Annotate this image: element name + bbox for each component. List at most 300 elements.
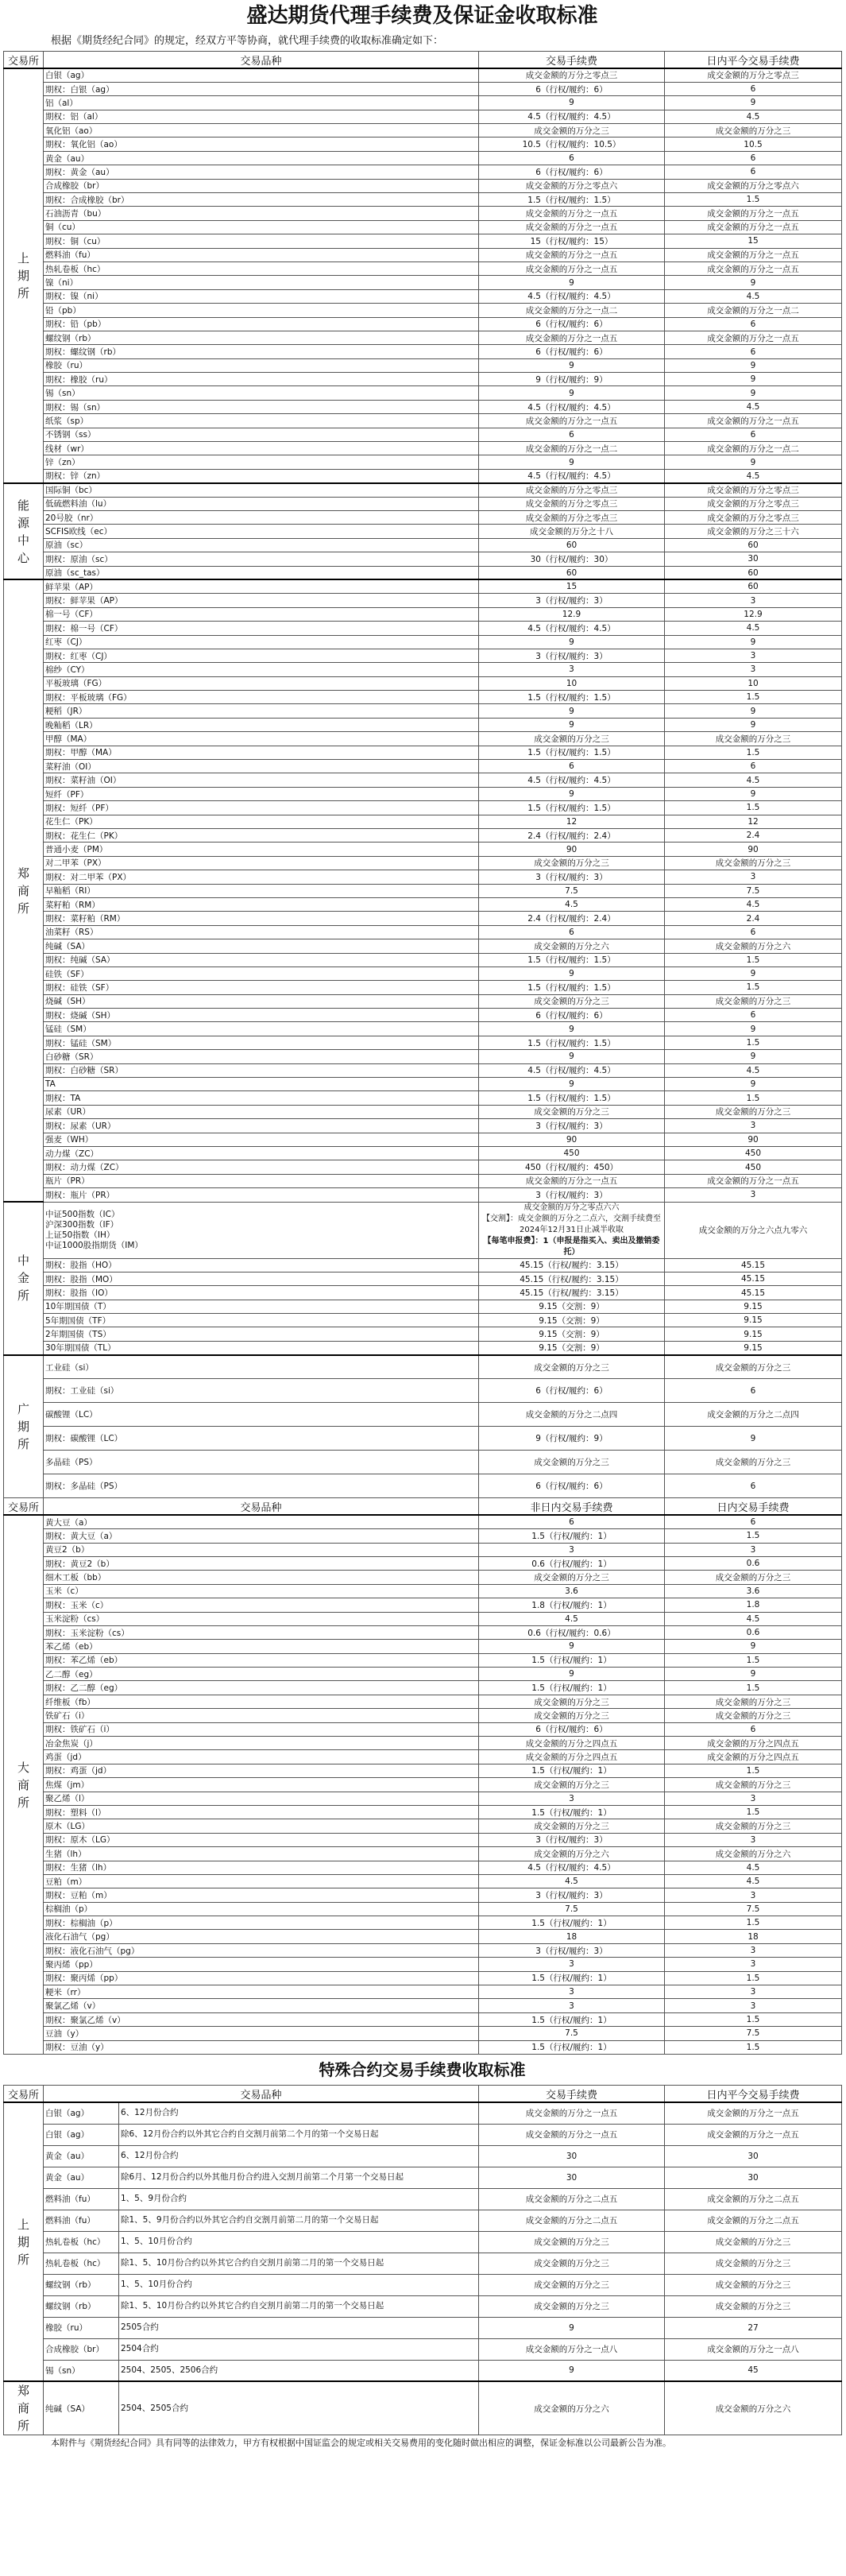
fee-cell: 1.5（行权/履约：1.5）: [479, 1036, 665, 1049]
exchange-cell: 能源中心: [4, 483, 44, 580]
variety-cell: 期权：棕榈油（p）: [44, 1916, 479, 1930]
intraday-cell: 3: [665, 1985, 842, 1999]
intraday-cell: 3: [665, 1792, 842, 1805]
variety-cell: 期权：碳酸锂（LC）: [44, 1427, 479, 1451]
variety-cell: TA: [44, 1078, 479, 1091]
variety-cell: 期权：股指（HO）: [44, 1258, 479, 1272]
fee-cell: 成交金额的万分之零点三: [479, 483, 665, 497]
variety-cell: 期权：菜籽粕（RM）: [44, 912, 479, 925]
fee-cell: 成交金额的万分之一点五: [479, 261, 665, 275]
intraday-cell: 3: [665, 1943, 842, 1957]
variety-cell: 热轧卷板（hc）: [44, 261, 479, 275]
variety-cell: 期权：铁矿石（i）: [44, 1722, 479, 1736]
table-row: [4, 428, 842, 441]
fee-cell: 9.15（交割：9）: [479, 1341, 665, 1354]
variety-cell: 20号胶（nr）: [44, 511, 479, 525]
contract-cell: 除1、5、10月份合约以外其它合约自交割月前第二月的第一个交易日起: [119, 2295, 479, 2317]
fee-cell: 9: [479, 2360, 665, 2381]
table-row: [4, 1695, 842, 1708]
fee-cell: 成交金额的万分之三: [479, 2295, 665, 2317]
fee-cell: 成交金额的万分之三: [479, 2253, 665, 2274]
intraday-cell: 成交金额的万分之一点五: [665, 261, 842, 275]
variety-cell: 期权：菜籽油（OI）: [44, 773, 479, 787]
table-row: [4, 455, 842, 469]
table-row: [4, 538, 842, 552]
table-row: [4, 2210, 842, 2231]
intraday-cell: 0.6: [665, 1625, 842, 1639]
header-fee: 非日内交易手续费: [479, 1498, 665, 1516]
table-row: [4, 2102, 842, 2124]
fee-cell: 成交金额的万分之一点二: [479, 442, 665, 455]
table-row: [4, 179, 842, 192]
intraday-cell: 成交金额的万分之三: [665, 1709, 842, 1722]
variety-cell: 白银（ag）: [44, 2102, 119, 2124]
variety-cell: 聚氯乙烯（v）: [44, 1999, 479, 2012]
intraday-cell: 成交金额的万分之六: [665, 2381, 842, 2435]
table-row: [4, 1709, 842, 1722]
special-title: 特殊合约交易手续费收取标准: [319, 2060, 526, 2079]
fee-cell: 3（行权/履约：3）: [479, 1119, 665, 1133]
fee-cell: 45.15（行权/履约：3.15）: [479, 1286, 665, 1300]
intraday-cell: 18: [665, 1930, 842, 1943]
intraday-cell: 9: [665, 1022, 842, 1036]
fee-cell: 9.15（交割：9）: [479, 1300, 665, 1313]
table-row: [4, 304, 842, 317]
intraday-cell: 成交金额的万分之一点二: [665, 304, 842, 317]
variety-cell: 锌（zn）: [44, 455, 479, 469]
table-row: [4, 1778, 842, 1792]
fee-cell: 9: [479, 386, 665, 400]
intraday-cell: 27: [665, 2317, 842, 2338]
table-row: [4, 746, 842, 759]
intraday-cell: 9.15: [665, 1327, 842, 1341]
table-row: [4, 2040, 842, 2054]
table-row: [4, 207, 842, 220]
intraday-cell: 6: [665, 428, 842, 441]
variety-cell: 期权：花生仁（PK）: [44, 828, 479, 842]
variety-cell: 碳酸锂（LC）: [44, 1403, 479, 1427]
intraday-cell: 4.5: [665, 110, 842, 123]
fee-cell: 0.6（行权/履约：1）: [479, 1556, 665, 1570]
fee-cell: 45.15（行权/履约：3.15）: [479, 1272, 665, 1285]
intraday-cell: 6: [665, 925, 842, 939]
variety-cell: 对二甲苯（PX）: [44, 856, 479, 870]
table-row: [4, 2188, 842, 2210]
contract-cell: 除6月、12月份合约以外其他月份合约进入交割月前第二个月第一个交易日起: [119, 2167, 479, 2188]
table-row: [4, 1805, 842, 1819]
variety-cell: 期权：尿素（UR）: [44, 1119, 479, 1133]
table-row: [4, 497, 842, 510]
table-row: [4, 2124, 842, 2145]
header-exchange: 交易所: [4, 1498, 44, 1516]
intraday-cell: 9: [665, 1078, 842, 1091]
intraday-cell: 90: [665, 1133, 842, 1146]
intraday-cell: 1.5: [665, 981, 842, 994]
table-row: [4, 607, 842, 621]
variety-cell: 燃料油（fu）: [44, 2210, 119, 2231]
index-variety: 中证1000股指期货（IM）: [45, 1240, 143, 1250]
table-row: [4, 1971, 842, 1985]
intraday-cell: 9: [665, 1050, 842, 1063]
fee-cell: 成交金额的万分之一点五: [479, 248, 665, 261]
fee-cell: 7.5: [479, 1902, 665, 1916]
fee-cell: 6（行权/履约：6）: [479, 317, 665, 331]
intraday-cell: 成交金额的万分之三: [665, 1778, 842, 1792]
variety-cell: 菜籽油（OI）: [44, 760, 479, 773]
intraday-cell: 3: [665, 594, 842, 607]
fee-cell: 3: [479, 1999, 665, 2012]
variety-cell: 国际铜（bc）: [44, 483, 479, 497]
variety-cell: 期权：苯乙烯（eb）: [44, 1653, 479, 1667]
fee-cell: 3: [479, 1792, 665, 1805]
intraday-cell: 成交金额的万分之零点三: [665, 483, 842, 497]
exchange-cell: 上期所: [4, 68, 44, 483]
exchange-cell: 广期所: [4, 1355, 44, 1498]
variety-cell: 镍（ni）: [44, 276, 479, 289]
variety-cell: 期权：股指（MO）: [44, 1272, 479, 1285]
intraday-cell: 6: [665, 317, 842, 331]
variety-cell: 短纤（PF）: [44, 787, 479, 800]
intraday-cell: 1.5: [665, 1091, 842, 1105]
variety-cell: 鲜苹果（AP）: [44, 579, 479, 593]
variety-cell: 硅铁（SF）: [44, 966, 479, 980]
variety-cell: 期权：生猪（lh）: [44, 1861, 479, 1874]
intraday-cell: 1.5: [665, 801, 842, 815]
header-exchange: 交易所: [4, 2086, 44, 2103]
fee-cell: 0.6（行权/履约：0.6）: [479, 1625, 665, 1639]
variety-cell: 晚籼稻（LR）: [44, 718, 479, 731]
table-row: [4, 953, 842, 966]
intraday-cell: 30: [665, 552, 842, 566]
footer-note: 本附件与《期货经纪合同》具有同等的法律效力，甲方有权根据中国证监会的规定或相关交易费用的变化随时做出相应的调整，保证金标准以公司最新公告为准。: [51, 2438, 671, 2448]
intraday-cell: 9: [665, 787, 842, 800]
table-row: [4, 1930, 842, 1943]
fee-cell: 1.5（行权/履约：1）: [479, 1681, 665, 1695]
intraday-cell: 成交金额的万分之六: [665, 1847, 842, 1861]
table-row: [4, 525, 842, 538]
table-row: [4, 124, 842, 138]
variety-cell: 期权：鸡蛋（jd）: [44, 1764, 479, 1777]
contract-cell: 除1、5、9月份合约以外其它合约自交割月前第二月的第一个交易日起: [119, 2210, 479, 2231]
table-row: [4, 787, 842, 800]
variety-cell: 原油（sc_tas）: [44, 566, 479, 579]
intraday-cell: 6: [665, 165, 842, 179]
intraday-cell: 3: [665, 1833, 842, 1846]
fee-cell: 9: [479, 1022, 665, 1036]
intraday-cell: 9: [665, 1668, 842, 1681]
intraday-cell: 1.5: [665, 2012, 842, 2026]
table-row: [4, 1543, 842, 1556]
table-row: [4, 2231, 842, 2253]
intraday-cell: 成交金额的万分之一点五: [665, 1174, 842, 1187]
fee-cell: 4.5（行权/履约：4.5）: [479, 622, 665, 635]
table-row: [4, 1341, 842, 1354]
variety-cell: 锡（sn）: [44, 386, 479, 400]
table-row: [4, 1999, 842, 2012]
fee-cell: 成交金额的万分之三: [479, 1105, 665, 1118]
index-variety: 沪深300指数（IF）: [45, 1219, 119, 1230]
intraday-cell: 成交金额的万分之三: [665, 1355, 842, 1379]
table-row: [4, 358, 842, 372]
intraday-cell: 3: [665, 870, 842, 884]
intraday-cell: 成交金额的万分之一点二: [665, 442, 842, 455]
table-row: [4, 925, 842, 939]
variety-cell: 红枣（CJ）: [44, 635, 479, 649]
fee-cell: 1.5（行权/履约：1）: [479, 1805, 665, 1819]
variety-cell: 期权：玉米淀粉（cs）: [44, 1625, 479, 1639]
intraday-cell: 4.5: [665, 1861, 842, 1874]
variety-cell: 氧化铝（ao）: [44, 124, 479, 138]
variety-cell: 油菜籽（RS）: [44, 925, 479, 939]
fee-cell: 1.8（行权/履约：1）: [479, 1598, 665, 1612]
fee-cell: 1.5（行权/履约：1）: [479, 2040, 665, 2054]
intraday-cell: 成交金额的万分之一点五: [665, 2124, 842, 2145]
intraday-cell: 10: [665, 676, 842, 690]
table-row: [4, 400, 842, 413]
intraday-cell: 4.5: [665, 773, 842, 787]
fee-cell: 1.5（行权/履约：1.5）: [479, 801, 665, 815]
fee-cell: 450: [479, 1146, 665, 1160]
table-row: [4, 1556, 842, 1570]
table-row: [4, 594, 842, 607]
table-row: [4, 981, 842, 994]
fee-cell: 30（行权/履约：30）: [479, 552, 665, 566]
table-row: [4, 2167, 842, 2188]
intraday-cell: 成交金额的万分之六: [665, 939, 842, 953]
fee-cell: 9: [479, 1050, 665, 1063]
intraday-cell: 6: [665, 1722, 842, 1736]
intraday-cell: 6: [665, 1009, 842, 1022]
table-row: [4, 870, 842, 884]
fee-cell: 成交金额的万分之一点五: [479, 207, 665, 220]
intraday-cell: 6: [665, 1474, 842, 1498]
fee-cell: 3: [479, 1985, 665, 1999]
fee-cell: 9: [479, 718, 665, 731]
table-row: [4, 704, 842, 718]
table-row: [4, 469, 842, 482]
variety-cell: 尿素（UR）: [44, 1105, 479, 1118]
variety-cell: 黄大豆（a）: [44, 1515, 479, 1528]
table-row: [4, 1916, 842, 1930]
variety-cell: 白银（ag）: [44, 2124, 119, 2145]
variety-cell: 不锈钢（ss）: [44, 428, 479, 441]
intraday-cell: 3: [665, 1888, 842, 1902]
variety-cell: 普通小麦（PM）: [44, 843, 479, 856]
fee-cell: 3（行权/履约：3）: [479, 594, 665, 607]
intraday-cell: 4.5: [665, 1612, 842, 1625]
variety-cell: 期权：TA: [44, 1091, 479, 1105]
exchange-cell: 郑商所: [4, 579, 44, 1202]
variety-cell: 期权：黄豆2（b）: [44, 1556, 479, 1570]
variety-cell: 粳米（rr）: [44, 1985, 479, 1999]
variety-cell: 螺纹钢（rb）: [44, 331, 479, 344]
variety-cell: 期权：铜（cu）: [44, 234, 479, 248]
variety-cell: 期权：合成橡胶（br）: [44, 193, 479, 207]
intraday-cell: 成交金额的万分之四点五: [665, 1737, 842, 1750]
table-row: [4, 2317, 842, 2338]
intraday-cell: 3: [665, 1188, 842, 1202]
table-row: [4, 1160, 842, 1174]
fee-cell: 成交金额的万分之一点五: [479, 1174, 665, 1187]
fee-cell: 30: [479, 2145, 665, 2167]
table-row: [4, 939, 842, 953]
variety-cell: 30年期国债（TL）: [44, 1341, 479, 1354]
intraday-cell: 12.9: [665, 607, 842, 621]
fee-cell: 成交金额的万分之三: [479, 994, 665, 1008]
intraday-cell: 9: [665, 96, 842, 110]
fee-cell: 10.5（行权/履约：10.5）: [479, 138, 665, 151]
table-row: [4, 1036, 842, 1049]
variety-cell: 期权：锌（zn）: [44, 469, 479, 482]
fee-cell: 4.5: [479, 1612, 665, 1625]
fee-cell: 12.9: [479, 607, 665, 621]
intraday-cell: 4.5: [665, 469, 842, 482]
table-row: [4, 1515, 842, 1528]
fee-cell: 6（行权/履约：6）: [479, 1474, 665, 1498]
fee-cell: 成交金额的万分之三: [479, 1778, 665, 1792]
table-row: [4, 649, 842, 662]
variety-cell: 乙二醇（eg）: [44, 1668, 479, 1681]
fee-cell: 成交金额的万分之四点五: [479, 1737, 665, 1750]
table-row: [4, 1598, 842, 1612]
fee-cell: 成交金额的万分之一点五: [479, 414, 665, 428]
intraday-cell: 2.4: [665, 912, 842, 925]
table-row: [4, 1091, 842, 1105]
intraday-cell: 10.5: [665, 138, 842, 151]
variety-cell: SCFIS欧线（ec）: [44, 525, 479, 538]
header-intraday: 日内平今交易手续费: [665, 52, 842, 69]
fee-cell: 2.4（行权/履约：2.4）: [479, 828, 665, 842]
intraday-cell: 9.15: [665, 1300, 842, 1313]
variety-cell: 纯碱（SA）: [44, 939, 479, 953]
table-row: [4, 884, 842, 897]
fee-cell: 3（行权/履约：3）: [479, 1833, 665, 1846]
variety-cell: 2年期国债（TS）: [44, 1327, 479, 1341]
fee-cell: 3.6: [479, 1584, 665, 1598]
intraday-cell: 9: [665, 455, 842, 469]
fee-table-special: [3, 2085, 842, 2435]
table-row: [4, 856, 842, 870]
fee-cell: 1.5（行权/履约：1.5）: [479, 1091, 665, 1105]
variety-cell: 期权：锰硅（SM）: [44, 1036, 479, 1049]
variety-cell: 期权：多晶硅（PS）: [44, 1474, 479, 1498]
table-row: [4, 2145, 842, 2167]
variety-cell: 工业硅（si）: [44, 1355, 479, 1379]
intraday-cell: 成交金额的万分之二点五: [665, 2210, 842, 2231]
header-variety: 交易品种: [44, 52, 479, 69]
variety-cell: 期权：硅铁（SF）: [44, 981, 479, 994]
index-fee-line: 成交金额的万分之零点六六: [523, 1203, 620, 1212]
variety-cell: 期权：玉米（c）: [44, 1598, 479, 1612]
fee-cell: 成交金额的万分之一点五: [479, 2102, 665, 2124]
variety-cell: 期权：聚丙烯（pp）: [44, 1971, 479, 1985]
table-row: [4, 193, 842, 207]
table-row: [4, 82, 842, 95]
intraday-cell: 4.5: [665, 622, 842, 635]
fee-cell: 6（行权/履约：6）: [479, 1379, 665, 1403]
variety-cell: 期权：豆粕（m）: [44, 1888, 479, 1902]
contract-cell: 6、12月份合约: [119, 2102, 479, 2124]
fee-cell: 成交金额的万分之三: [479, 2274, 665, 2295]
fee-cell: 6: [479, 925, 665, 939]
table-row: [4, 1119, 842, 1133]
fee-cell: 3: [479, 1958, 665, 1971]
intraday-cell: 成交金额的万分之二点四: [665, 1403, 842, 1427]
variety-cell: 燃料油（fu）: [44, 248, 479, 261]
table-row: [4, 151, 842, 165]
table-row: [4, 718, 842, 731]
variety-cell: 黄金（au）: [44, 151, 479, 165]
variety-cell: 期权：黄大豆（a）: [44, 1529, 479, 1543]
fee-cell: 1.5（行权/履约：1）: [479, 1653, 665, 1667]
table-row: [4, 801, 842, 815]
fee-cell: 6（行权/履约：6）: [479, 82, 665, 95]
intraday-cell: 9: [665, 635, 842, 649]
variety-cell: 5年期国债（TF）: [44, 1314, 479, 1327]
header-intraday: 日内交易手续费: [665, 1498, 842, 1516]
fee-cell: 6（行权/履约：6）: [479, 345, 665, 358]
fee-cell: 4.5: [479, 1874, 665, 1888]
variety-cell: 10年期国债（T）: [44, 1300, 479, 1313]
header-fee: 交易手续费: [479, 2086, 665, 2103]
variety-cell: 期权：聚氯乙烯（v）: [44, 2012, 479, 2026]
table-row: [4, 552, 842, 566]
fee-cell: 成交金额的万分之三: [479, 856, 665, 870]
fee-cell: 4.5（行权/履约：4.5）: [479, 110, 665, 123]
intraday-cell: 60: [665, 538, 842, 552]
table-row: [4, 566, 842, 579]
table-row: [4, 1861, 842, 1874]
table-row: [4, 1943, 842, 1957]
fee-cell: 6: [479, 1515, 665, 1528]
fee-cell: 1.5（行权/履约：1.5）: [479, 981, 665, 994]
index-variety: 中证500指数（IC）: [45, 1209, 120, 1219]
variety-cell: 期权：股指（IO）: [44, 1286, 479, 1300]
exchange-cell: 郑商所: [4, 2381, 44, 2435]
variety-cell: 期权：塑料（l）: [44, 1805, 479, 1819]
fee-cell: 4.5（行权/履约：4.5）: [479, 1861, 665, 1874]
fee-cell: 3（行权/履约：3）: [479, 1888, 665, 1902]
variety-cell: 焦煤（jm）: [44, 1778, 479, 1792]
intraday-cell: 12: [665, 815, 842, 828]
index-fee-line: 2024年12月31日止减半收取: [520, 1225, 624, 1234]
intraday-cell: 6: [665, 82, 842, 95]
fee-cell: 成交金额的万分之十八: [479, 525, 665, 538]
variety-cell: 期权：工业硅（si）: [44, 1379, 479, 1403]
intraday-cell: 45.15: [665, 1272, 842, 1285]
variety-cell: 棉纱（CY）: [44, 663, 479, 676]
index-fee-line: 【交割】：成交金额的万分之二点六，交割手续费至: [482, 1214, 661, 1223]
intraday-cell: 9: [665, 966, 842, 980]
variety-cell: 聚乙烯（l）: [44, 1792, 479, 1805]
intraday-cell: 成交金额的万分之零点六: [665, 179, 842, 192]
header-fee: 交易手续费: [479, 52, 665, 69]
variety-cell: 原木（LG）: [44, 1819, 479, 1833]
fee-cell: 9: [479, 635, 665, 649]
table-row: [4, 1681, 842, 1695]
variety-cell: 白砂糖（SR）: [44, 1050, 479, 1063]
intraday-cell: 1.5: [665, 691, 842, 704]
intraday-cell: 7.5: [665, 2027, 842, 2040]
intraday-cell: 3: [665, 1999, 842, 2012]
table-row: [4, 331, 842, 344]
table-row: [4, 1050, 842, 1063]
intraday-cell: 1.5: [665, 1764, 842, 1777]
page: [3, 0, 841, 2451]
page-title: 盛达期货代理手续费及保证金收取标准: [246, 4, 598, 28]
variety-cell: 铜（cu）: [44, 220, 479, 234]
intraday-cell: 1.5: [665, 2040, 842, 2054]
